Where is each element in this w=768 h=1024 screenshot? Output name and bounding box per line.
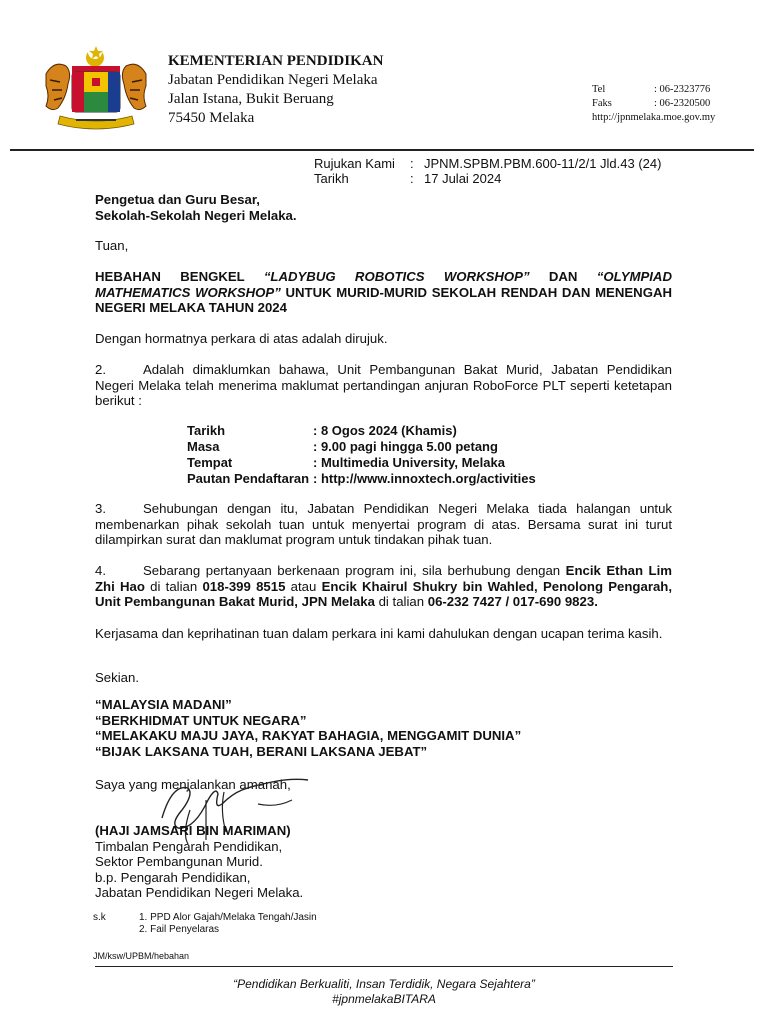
detail-label: Pautan Pendaftaran: [187, 471, 310, 486]
signatory-name: (HAJI JAMSARI BIN MARIMAN): [95, 823, 291, 838]
detail-value: : Multimedia University, Melaka: [313, 455, 505, 470]
recipient-line-1: Pengetua dan Guru Besar,: [95, 192, 260, 207]
date-label: Tarikh: [314, 171, 349, 186]
paragraph-3: [95, 501, 672, 548]
ministry-name: KEMENTERIAN PENDIDIKAN: [168, 53, 384, 69]
date-colon: :: [410, 171, 414, 186]
opening-sentence: Dengan hormatnya perkara di atas adalah dirujuk.: [95, 331, 388, 346]
paragraph-4-text: atau: [285, 578, 322, 594]
detail-row: [187, 455, 536, 471]
subject-workshop-2: “OLYMPIAD MATHEMATICS WORKSHOP”: [95, 269, 672, 300]
salutation: Tuan,: [95, 238, 129, 253]
fax-label: Faks: [592, 98, 612, 109]
paragraph-4-number: 4.: [95, 563, 106, 578]
sk-item: 2. Fail Penyelaras: [139, 924, 220, 935]
detail-value: : 8 Ogos 2024 (Khamis): [313, 423, 457, 438]
paragraph-3-number: 3.: [95, 501, 106, 516]
slogan-3: “MELAKAKU MAJU JAYA, RAKYAT BAHAGIA, MENGGAMIT DUNIA”: [95, 728, 522, 744]
letterhead-organisation: [168, 52, 383, 128]
letterhead-divider: [10, 149, 754, 151]
subject: [95, 269, 672, 316]
letterhead-contact: [592, 83, 715, 125]
tel-value: : 06-2323776: [654, 84, 711, 95]
malaysia-coat-of-arms-icon: [40, 44, 152, 130]
contact-phone-2: 06-232 7427 / 017-690 9823.: [427, 594, 598, 609]
paragraph-2-number: 2.: [95, 362, 106, 377]
paragraph-4-text: di talian: [144, 578, 203, 594]
reference-label: Rujukan Kami: [314, 156, 395, 171]
subject-part-2: DAN: [529, 269, 597, 284]
slogan-2: “BERKHIDMAT UNTUK NEGARA”: [95, 712, 307, 728]
subject-part-1: HEBAHAN BENGKEL: [95, 269, 264, 284]
detail-label: Tempat: [187, 455, 233, 470]
slogans: [95, 697, 672, 759]
fax-value: : 06-2320500: [654, 98, 711, 109]
paragraph-2-text: Adalah dimaklumkan bahawa, Unit Pembangunan Bakat Murid, Jabatan Pendidikan Negeri Melaka telah menerima maklumat pertandingan anjuran RoboForce PLT seperti ketetapan berikut :: [95, 362, 672, 408]
paragraph-4-text: di talian: [374, 594, 428, 609]
footer-motto: “Pendidikan Berkualiti, Insan Terdidik, Negara Sejahtera”: [233, 977, 535, 991]
address-line-2: 75450 Melaka: [168, 110, 255, 126]
signatory-title-4: Jabatan Pendidikan Negeri Melaka.: [95, 885, 304, 900]
subject-part-3: UNTUK MURID-MURID SEKOLAH RENDAH DAN MENENGAH NEGERI MELAKA TAHUN 2024: [95, 284, 672, 315]
contact-phone-1: 018-399 8515: [202, 578, 286, 594]
recipient-line-2: Sekolah-Sekolah Negeri Melaka.: [95, 207, 297, 223]
signatory-block: [95, 823, 672, 901]
footer-hashtag: #jpnmelakaBITARA: [332, 992, 436, 1006]
detail-row: [187, 423, 536, 439]
reference-block: [314, 156, 661, 186]
event-details: [187, 423, 536, 487]
file-code: JM/ksw/UPBM/hebahan: [93, 951, 190, 961]
date-value: 17 Julai 2024: [424, 171, 502, 186]
registration-link[interactable]: : http://www.innoxtech.org/activities: [313, 471, 536, 486]
signatory-title-3: b.p. Pengarah Pendidikan,: [95, 869, 251, 885]
contact-person-1: Encik Ethan Lim Zhi Hao: [95, 563, 672, 594]
tel-label: Tel: [592, 84, 606, 95]
signatory-title-2: Sektor Pembangunan Murid.: [95, 854, 263, 869]
detail-value: : 9.00 pagi hingga 5.00 petang: [313, 439, 498, 454]
paragraph-3-text: Sehubungan dengan itu, Jabatan Pendidikan Negeri Melaka tiada halangan untuk membenarkan pihak sekolah tuan untuk menyertai program di atas. Bersama surat ini turut dilampirkan surat dan maklumat program untuk tindakan pihak tuan.: [95, 501, 672, 547]
subject-workshop-1: “LADYBUG ROBOTICS WORKSHOP”: [263, 269, 530, 284]
copy-list: [93, 912, 317, 936]
reference-value: JPNM.SPBM.PBM.600-11/2/1 Jld.43 (24): [424, 156, 662, 171]
reference-colon: :: [410, 156, 414, 171]
sekian: Sekian.: [95, 670, 139, 685]
address-line-1: Jalan Istana, Bukit Beruang: [168, 91, 334, 107]
recipient: [95, 192, 672, 223]
paragraph-2: [95, 362, 672, 409]
detail-label: Tarikh: [187, 423, 226, 438]
footer-divider: [95, 966, 673, 967]
footer: [0, 977, 768, 1007]
detail-row: [187, 471, 536, 487]
paragraph-4: [95, 563, 672, 610]
detail-label: Masa: [187, 439, 220, 454]
detail-row: [187, 439, 536, 455]
sk-label: s.k: [93, 912, 106, 923]
contact-person-2: Encik Khairul Shukry bin Wahled, Penolong Pengarah, Unit Pembangunan Bakat Murid, JPN Melaka: [95, 578, 673, 609]
closing-paragraph: Kerjasama dan keprihatinan tuan dalam perkara ini kami dahulukan dengan ucapan terima kasih.: [95, 626, 663, 641]
website-link[interactable]: http://jpnmelaka.moe.gov.my: [592, 112, 716, 123]
paragraph-4-text: Sebarang pertanyaan berkenaan program ini, sila berhubung dengan: [143, 563, 566, 578]
sk-item: 1. PPD Alor Gajah/Melaka Tengah/Jasin: [139, 912, 317, 923]
slogan-4: “BIJAK LAKSANA TUAH, BERANI LAKSANA JEBAT”: [95, 743, 428, 759]
department-name: Jabatan Pendidikan Negeri Melaka: [168, 72, 378, 88]
slogan-1: “MALAYSIA MADANI”: [95, 697, 232, 712]
signatory-title-1: Timbalan Pengarah Pendidikan,: [95, 838, 283, 854]
signoff: Saya yang menjalankan amanah,: [95, 777, 291, 792]
